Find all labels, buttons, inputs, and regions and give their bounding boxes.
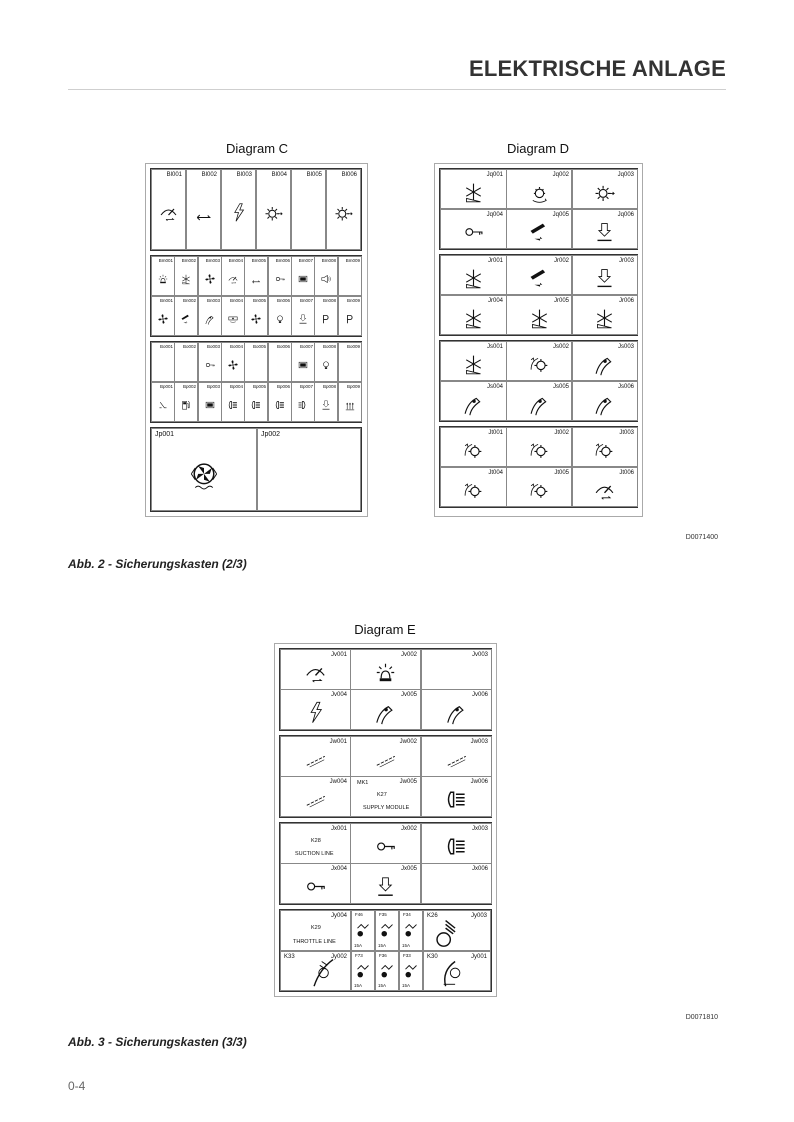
- fuse-cell: [280, 776, 351, 817]
- fuse-cell: [506, 381, 573, 421]
- headlight-icon: [424, 911, 490, 950]
- fuse-cell: [421, 689, 492, 730]
- fuse-cell: [571, 467, 638, 507]
- relay-code: K33: [284, 954, 295, 960]
- fuse-code: Bp004: [229, 384, 243, 389]
- fuse-cell: [350, 823, 421, 864]
- fuse-code: Bp006: [276, 384, 290, 389]
- fuse-code: Bo005: [252, 344, 266, 349]
- fuse-cell: [221, 382, 245, 422]
- fuse-cell: [506, 427, 573, 467]
- fuse-code: F33: [403, 953, 411, 958]
- fuse-cell: [280, 863, 351, 904]
- fuse-cell: [350, 649, 421, 690]
- sun-icon: [327, 170, 360, 249]
- fuse-cell: [151, 428, 257, 511]
- fuse-cell: [174, 256, 198, 296]
- fuse-code: Jq001: [486, 172, 503, 178]
- fuse-cell: [506, 467, 573, 507]
- fuse-cell: [421, 776, 492, 817]
- fuse-code: Bl004: [271, 172, 287, 178]
- fuse-code: Jv001: [330, 652, 347, 658]
- fuse-cell: [280, 736, 351, 777]
- fuse-cell: [198, 256, 222, 296]
- fuse-code: Bn005: [252, 298, 266, 303]
- fuse-code: Jr004: [487, 298, 503, 304]
- fuse-cell: [280, 649, 351, 690]
- fuse-amp: 15A: [378, 943, 387, 948]
- fuse-cell: [291, 342, 315, 382]
- fuse-code: Bm009: [345, 258, 360, 263]
- fuse-amp: 15A: [354, 943, 363, 948]
- fuse-code: Jr003: [618, 258, 634, 264]
- fuse-cell: [268, 342, 292, 382]
- fuse-cell: [174, 342, 198, 382]
- fuse-cell: [256, 169, 291, 250]
- fuse-code: Jw003: [470, 739, 488, 745]
- fuse-cell: [338, 342, 362, 382]
- fuse-cell: [421, 736, 492, 777]
- fuse-slot: [399, 951, 423, 991]
- fuse-code: Jt006: [619, 470, 634, 476]
- diagram-c-group-1: [150, 168, 362, 251]
- fuse-code: Jt004: [488, 470, 503, 476]
- fuse-code: Bm004: [228, 258, 243, 263]
- relay-label: THROTTLE LINE: [293, 939, 336, 945]
- fuse-cell: [440, 381, 507, 421]
- diagram-e-group-1: [279, 648, 492, 731]
- relay-code: K28: [311, 838, 321, 844]
- fuse-cell: [268, 382, 292, 422]
- fuse-code: Jx002: [400, 826, 417, 832]
- diagram-e-title: Diagram E: [354, 622, 416, 637]
- fuse-code: Jr005: [553, 298, 569, 304]
- fuse-cell: [280, 689, 351, 730]
- diagram-d-title: Diagram D: [506, 141, 570, 156]
- fuse-code: Jt003: [619, 430, 634, 436]
- sun-icon: [257, 170, 290, 249]
- fuse-code: Js004: [486, 384, 503, 390]
- relay-code: K30: [427, 954, 438, 960]
- fuse-code: Bm008: [321, 258, 336, 263]
- fuse-cell: [350, 863, 421, 904]
- fuse-cell: [338, 382, 362, 422]
- diagram-c-panel: [145, 163, 368, 517]
- fuse-code: Bl002: [201, 172, 217, 178]
- diagram-e-group-3: [279, 822, 492, 905]
- fuse-cell: [440, 295, 507, 335]
- fuse-code: Bn002: [182, 298, 196, 303]
- fuse-cell: [174, 382, 198, 422]
- fuse-cell: [421, 649, 492, 690]
- fuse-code: Bn009: [346, 298, 360, 303]
- fuse-slot: [375, 951, 399, 991]
- fuse-code: Jt001: [488, 430, 503, 436]
- fuse-amp: 15A: [378, 983, 387, 988]
- fuse-code: Bp001: [159, 384, 173, 389]
- fuse-code: Jw005: [399, 779, 417, 785]
- fuse-cell: [421, 823, 492, 864]
- fuse-cell: [350, 736, 421, 777]
- fuse-cell: [244, 342, 268, 382]
- fuse-cell: [571, 427, 638, 467]
- fuse-code: Jx004: [330, 866, 347, 872]
- fuse-code: Jw006: [470, 779, 488, 785]
- fuse-code: Jv004: [330, 692, 347, 698]
- fuse-code: Jy003: [470, 913, 487, 919]
- fuse-code: Bp008: [322, 384, 336, 389]
- fuse-cell: [314, 382, 338, 422]
- fuse-cell: [506, 209, 573, 249]
- fuse-cell: [421, 863, 492, 904]
- fuse-amp: 15A: [354, 983, 363, 988]
- diagram-d-group-2: [439, 254, 638, 336]
- figure-caption: Abb. 2 - Sicherungskasten (2/3): [68, 557, 247, 571]
- relay-code: K27: [377, 792, 387, 798]
- diagram-d-group-1: [439, 168, 638, 250]
- fuse-slot: [375, 910, 399, 951]
- fuse-code: Bo002: [182, 344, 196, 349]
- diagram-c-title: Diagram C: [225, 141, 289, 156]
- wiper-icon: [152, 170, 185, 249]
- document-id: D0071810: [685, 1014, 718, 1021]
- fuse-code: Bo003: [206, 344, 220, 349]
- fuse-cell: [440, 169, 507, 209]
- fuse-code: Bn003: [206, 298, 220, 303]
- fuse-code: Jw001: [329, 739, 347, 745]
- fuse-code: Bm002: [181, 258, 196, 263]
- fuse-cell: [291, 382, 315, 422]
- diagram-c-group-4: [150, 427, 362, 512]
- fuse-cell: [440, 341, 507, 381]
- fuse-code: Jp002: [261, 431, 281, 438]
- header-rule: [68, 89, 726, 90]
- fuse-cell: [244, 382, 268, 422]
- fuse-cell: [440, 255, 507, 295]
- fuse-cell: [174, 296, 198, 336]
- fuse-code: Jx001: [330, 826, 347, 832]
- fuse-code: Bl006: [341, 172, 357, 178]
- fuse-cell: [221, 342, 245, 382]
- relay-label: SUCTION LINE: [295, 851, 334, 857]
- fuse-code: Bm006: [275, 258, 290, 263]
- fan-icon: [152, 429, 256, 510]
- fuse-cell: [506, 169, 573, 209]
- arrow-left-icon: [187, 170, 220, 249]
- fuse-code: Js005: [552, 384, 569, 390]
- fuse-cell: [244, 256, 268, 296]
- fuse-code: Jq004: [486, 212, 503, 218]
- fuse-cell: [151, 169, 186, 250]
- fuse-code: Bn007: [299, 298, 313, 303]
- work-light-icon: [424, 952, 490, 990]
- fuse-code: Jq005: [552, 212, 569, 218]
- fuse-code: F35: [379, 912, 387, 917]
- fuse-code: Bm005: [251, 258, 266, 263]
- fuse-cell: [280, 823, 351, 864]
- fuse-cell: [151, 342, 175, 382]
- fuse-code: Bo006: [276, 344, 290, 349]
- fuse-cell: [571, 209, 638, 249]
- fuse-code: Jy001: [470, 954, 487, 960]
- fuse-cell: [151, 382, 175, 422]
- fuse-cell: [280, 951, 351, 991]
- fuse-amp: 15A: [402, 943, 411, 948]
- relay-code: K29: [311, 925, 321, 931]
- fuse-cell: [291, 296, 315, 336]
- fuse-code: Jv002: [400, 652, 417, 658]
- fuse-cell: [314, 342, 338, 382]
- fuse-code: Js002: [552, 344, 569, 350]
- fuse-cell: [314, 256, 338, 296]
- fuse-slot: [351, 951, 375, 991]
- fuse-slot: [399, 910, 423, 951]
- fuse-cell: [350, 776, 421, 817]
- diagram-d-group-4: [439, 426, 638, 508]
- fuse-cell: [314, 296, 338, 336]
- module-code: MK1: [357, 780, 369, 786]
- lightning-icon: [222, 170, 255, 249]
- fuse-code: Jy004: [330, 913, 347, 919]
- fuse-code: Bn008: [322, 298, 336, 303]
- relay-code: K26: [427, 913, 438, 919]
- fuse-code: F36: [379, 953, 387, 958]
- fuse-cell: [506, 255, 573, 295]
- fuse-code: Bp005: [252, 384, 266, 389]
- fuse-cell: [571, 169, 638, 209]
- fuse-code: Jx006: [471, 866, 488, 872]
- fuse-slot: [351, 910, 375, 951]
- fuse-code: Bo001: [159, 344, 173, 349]
- fuse-code: F73: [355, 953, 363, 958]
- fuse-cell: [257, 428, 361, 511]
- fuse-code: Bm001: [158, 258, 173, 263]
- fuse-cell: [423, 910, 491, 951]
- page-title: ELEKTRISCHE ANLAGE: [468, 56, 726, 81]
- fuse-code: Js006: [617, 384, 634, 390]
- fuse-code: F34: [403, 912, 411, 917]
- fuse-cell: [151, 256, 175, 296]
- fuse-code: Jq006: [617, 212, 634, 218]
- fuse-code: Jt005: [554, 470, 569, 476]
- fuse-cell: [198, 382, 222, 422]
- fuse-code: Bp007: [299, 384, 313, 389]
- fuse-code: Bo004: [229, 344, 243, 349]
- fuse-code: F46: [355, 912, 363, 917]
- fuse-cell: [198, 296, 222, 336]
- fuse-cell: [280, 910, 351, 951]
- fuse-code: Bp002: [182, 384, 196, 389]
- fuse-cell: [221, 169, 256, 250]
- fuse-cell: [151, 296, 175, 336]
- fuse-code: Bm007: [298, 258, 313, 263]
- fuse-code: Jr006: [618, 298, 634, 304]
- fuse-code: Bo008: [322, 344, 336, 349]
- fuse-cell: [506, 295, 573, 335]
- fuse-cell: [198, 342, 222, 382]
- fuse-cell: [268, 256, 292, 296]
- fuse-cell: [571, 341, 638, 381]
- diagram-e-panel: [274, 643, 497, 997]
- fuse-cell: [571, 295, 638, 335]
- fuse-cell: [506, 341, 573, 381]
- work-light-icon: [281, 952, 350, 990]
- fuse-cell: [338, 296, 362, 336]
- fuse-cell: [350, 689, 421, 730]
- diagram-d-group-3: [439, 340, 638, 422]
- fuse-code: Bn006: [276, 298, 290, 303]
- fuse-cell: [326, 169, 361, 250]
- fuse-code: Jv005: [400, 692, 417, 698]
- fuse-code: Js001: [486, 344, 503, 350]
- fuse-cell: [244, 296, 268, 336]
- fuse-code: Bn001: [159, 298, 173, 303]
- blank: [292, 170, 325, 249]
- module-label: SUPPLY MODULE: [363, 805, 410, 811]
- fuse-code: Jw004: [329, 779, 347, 785]
- fuse-code: Bl005: [306, 172, 322, 178]
- page-number: 0-4: [68, 1079, 86, 1093]
- fuse-code: Bo009: [346, 344, 360, 349]
- fuse-code: Jt002: [554, 430, 569, 436]
- diagram-c-group-3: [150, 341, 362, 423]
- fuse-code: Bp003: [206, 384, 220, 389]
- fuse-cell: [571, 255, 638, 295]
- diagram-c-group-2: [150, 255, 362, 337]
- fuse-code: Jx005: [400, 866, 417, 872]
- fuse-code: Jr001: [487, 258, 503, 264]
- fuse-code: Jw002: [399, 739, 417, 745]
- fuse-code: Jp001: [155, 431, 175, 438]
- fuse-cell: [338, 256, 362, 296]
- fuse-code: Jx003: [471, 826, 488, 832]
- document-id: D0071400: [685, 534, 718, 541]
- fuse-code: Bl001: [166, 172, 182, 178]
- diagram-d-panel: [434, 163, 643, 517]
- fuse-code: Js003: [617, 344, 634, 350]
- fuse-cell: [423, 951, 491, 991]
- diagram-e-group-4: [279, 909, 492, 992]
- fuse-cell: [186, 169, 221, 250]
- fuse-code: Bn004: [229, 298, 243, 303]
- diagram-e-group-2: [279, 735, 492, 818]
- fuse-amp: 15A: [402, 983, 411, 988]
- fuse-code: Bo007: [299, 344, 313, 349]
- fuse-cell: [440, 209, 507, 249]
- fuse-cell: [221, 296, 245, 336]
- fuse-cell: [440, 427, 507, 467]
- fuse-code: Bp009: [346, 384, 360, 389]
- fuse-code: Bm003: [205, 258, 220, 263]
- fuse-cell: [221, 256, 245, 296]
- fuse-code: Jy002: [330, 954, 347, 960]
- fuse-cell: [571, 381, 638, 421]
- fuse-cell: [440, 467, 507, 507]
- fuse-code: Jv006: [471, 692, 488, 698]
- fuse-cell: [268, 296, 292, 336]
- fuse-code: Jq002: [552, 172, 569, 178]
- fuse-cell: [291, 169, 326, 250]
- fuse-code: Jq003: [617, 172, 634, 178]
- figure-caption: Abb. 3 - Sicherungskasten (3/3): [68, 1035, 247, 1049]
- fuse-cell: [291, 256, 315, 296]
- fuse-code: Bl003: [236, 172, 252, 178]
- fuse-code: Jv003: [471, 652, 488, 658]
- fuse-code: Jr002: [553, 258, 569, 264]
